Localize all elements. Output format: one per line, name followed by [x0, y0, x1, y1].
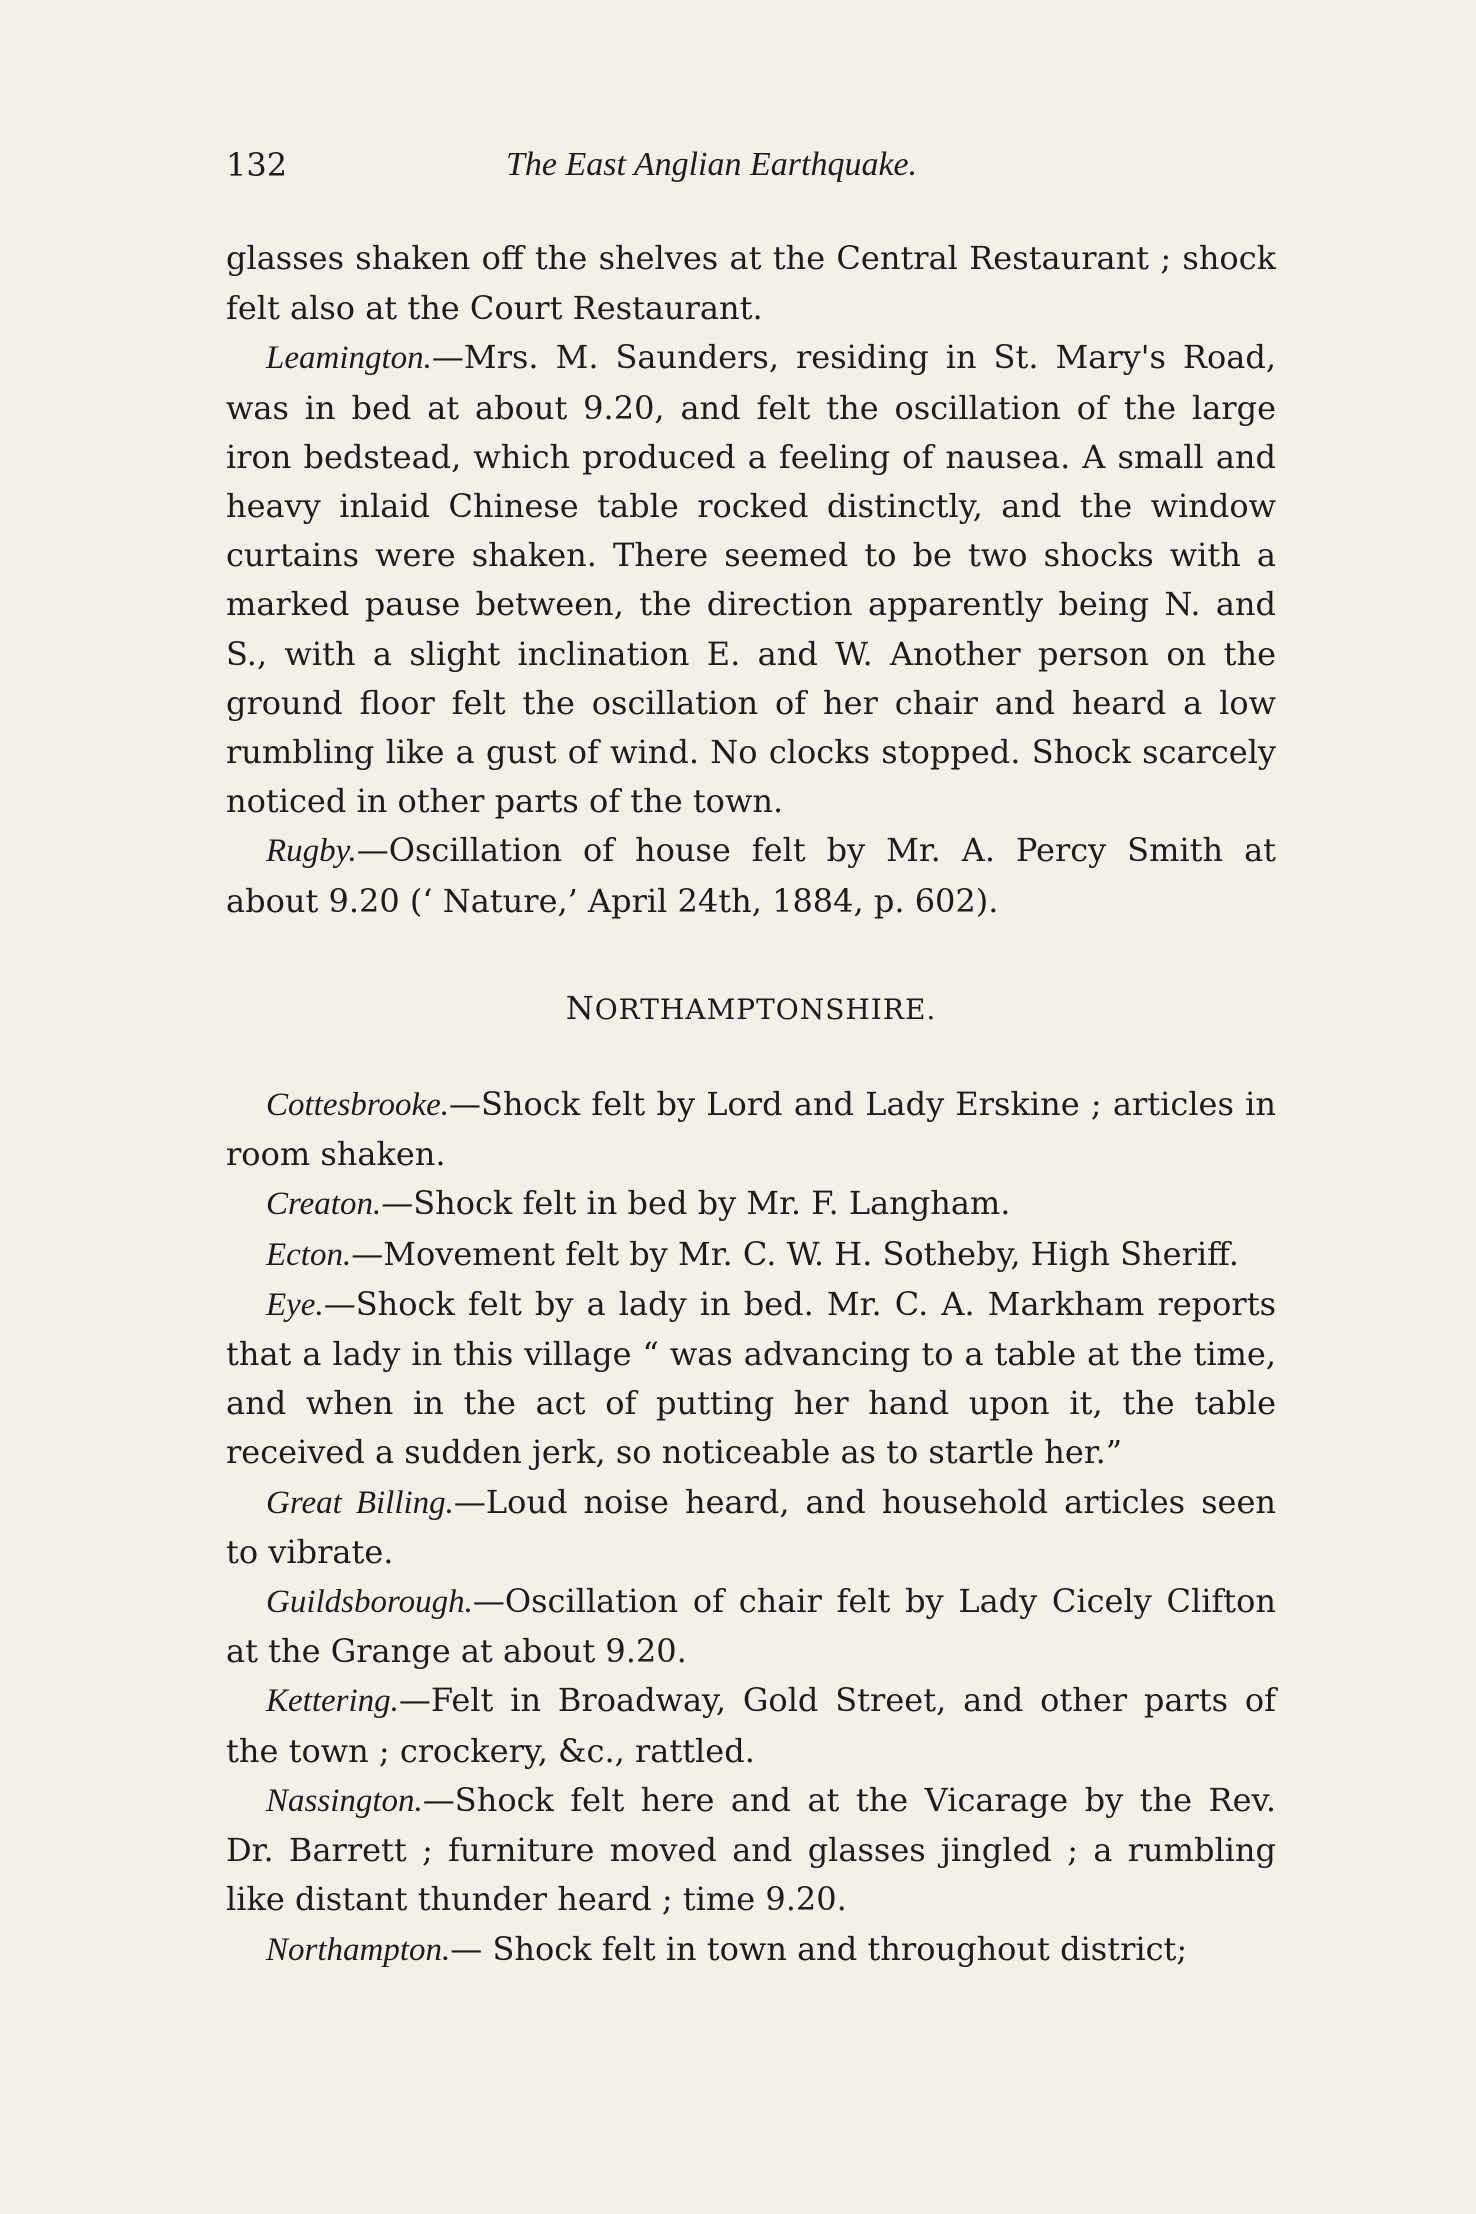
place-name: Leamington. — [266, 340, 432, 377]
paragraph-great-billing — [226, 1478, 1276, 1577]
paragraph-text: —Shock felt here and at the Vicarage by the Rev. Dr. Barrett ; furniture moved and glasses jingled ; a rumbling like distant thunder heard ; time 9.20. — [226, 1780, 1276, 1919]
section-heading-rest: ORTHAMPTONSHIRE. — [594, 992, 937, 1026]
place-name: Ecton. — [266, 1236, 352, 1273]
place-name: Cottesbrooke. — [266, 1087, 449, 1124]
paragraph-text: —Loud noise heard, and household articles seen to vibrate. — [226, 1482, 1276, 1571]
section-heading-initial: N — [565, 988, 595, 1027]
page-body — [226, 234, 1276, 1975]
paragraph-continuation — [226, 234, 1276, 333]
paragraph-text: — Shock felt in town and throughout district; — [450, 1929, 1188, 1968]
page-number: 132 — [226, 146, 288, 184]
section-heading — [226, 984, 1276, 1034]
paragraph-kettering — [226, 1676, 1276, 1775]
paragraph-text: —Felt in Broadway, Gold Street, and other parts of the town ; crockery, &c., rattled. — [226, 1681, 1276, 1770]
paragraph-guildsborough — [226, 1577, 1276, 1676]
running-title: The East Anglian Earthquake. — [506, 146, 918, 183]
paragraph-creaton — [226, 1179, 1276, 1229]
paragraph-text: —Oscillation of chair felt by Lady Cicely Clifton at the Grange at about 9.20. — [226, 1582, 1276, 1671]
place-name: Rugby. — [266, 833, 357, 870]
running-header — [226, 146, 1276, 196]
paragraph-ecton — [226, 1230, 1276, 1280]
place-name: Eye. — [266, 1286, 324, 1323]
place-name: Creaton. — [266, 1186, 382, 1223]
place-name: Guildsborough. — [266, 1584, 473, 1621]
paragraph-text: —Movement felt by Mr. C. W. H. Sotheby, High Sheriff. — [351, 1234, 1239, 1273]
place-name: Nassington. — [266, 1782, 423, 1819]
paragraph-cottesbrooke — [226, 1080, 1276, 1179]
paragraph-eye — [226, 1280, 1276, 1478]
paragraph-nassington — [226, 1776, 1276, 1925]
paragraph-text: —Mrs. M. Saunders, residing in St. Mary's Road, was in bed at about 9.20, and felt the oscillation of the large iron bedstead, which produced a feeling of nausea. A small and heavy inlaid Chinese table rocked distinctly, and the window curtains were shaken. There seemed to be two shocks with a marked pause between, the direction apparently being N. and S., with a slight inclination E. and W. Another person on the ground floor felt the oscillation of her chair and heard a low rumbling like a gust of wind. No clocks stopped. Shock scarcely noticed in other parts of the town. — [226, 338, 1276, 821]
paragraph-leamington — [226, 333, 1276, 826]
paragraph-text: glasses shaken off the shelves at the Central Restaurant ; shock felt also at the Court Restaurant. — [226, 239, 1276, 328]
paragraph-text: —Oscillation of house felt by Mr. A. Percy Smith at about 9.20 (‘ Nature,’ April 24th, 1884, p. 602). — [226, 831, 1276, 920]
paragraph-rugby — [226, 826, 1276, 925]
paragraph-text: —Shock felt by Lord and Lady Erskine ; articles in room shaken. — [226, 1085, 1276, 1174]
place-name: Kettering. — [266, 1683, 399, 1720]
paragraph-text: —Shock felt by a lady in bed. Mr. C. A. Markham reports that a lady in this village “ was advancing to a table at the time, and when in the act of putting her hand upon it, the table received a sudden jerk, so noticeable as to startle her.” — [226, 1284, 1276, 1472]
paragraph-text: —Shock felt in bed by Mr. F. Langham. — [381, 1184, 1011, 1223]
place-name: Great Billing. — [266, 1484, 454, 1521]
place-name: Northampton. — [266, 1931, 451, 1968]
paragraph-northampton — [226, 1925, 1276, 1975]
